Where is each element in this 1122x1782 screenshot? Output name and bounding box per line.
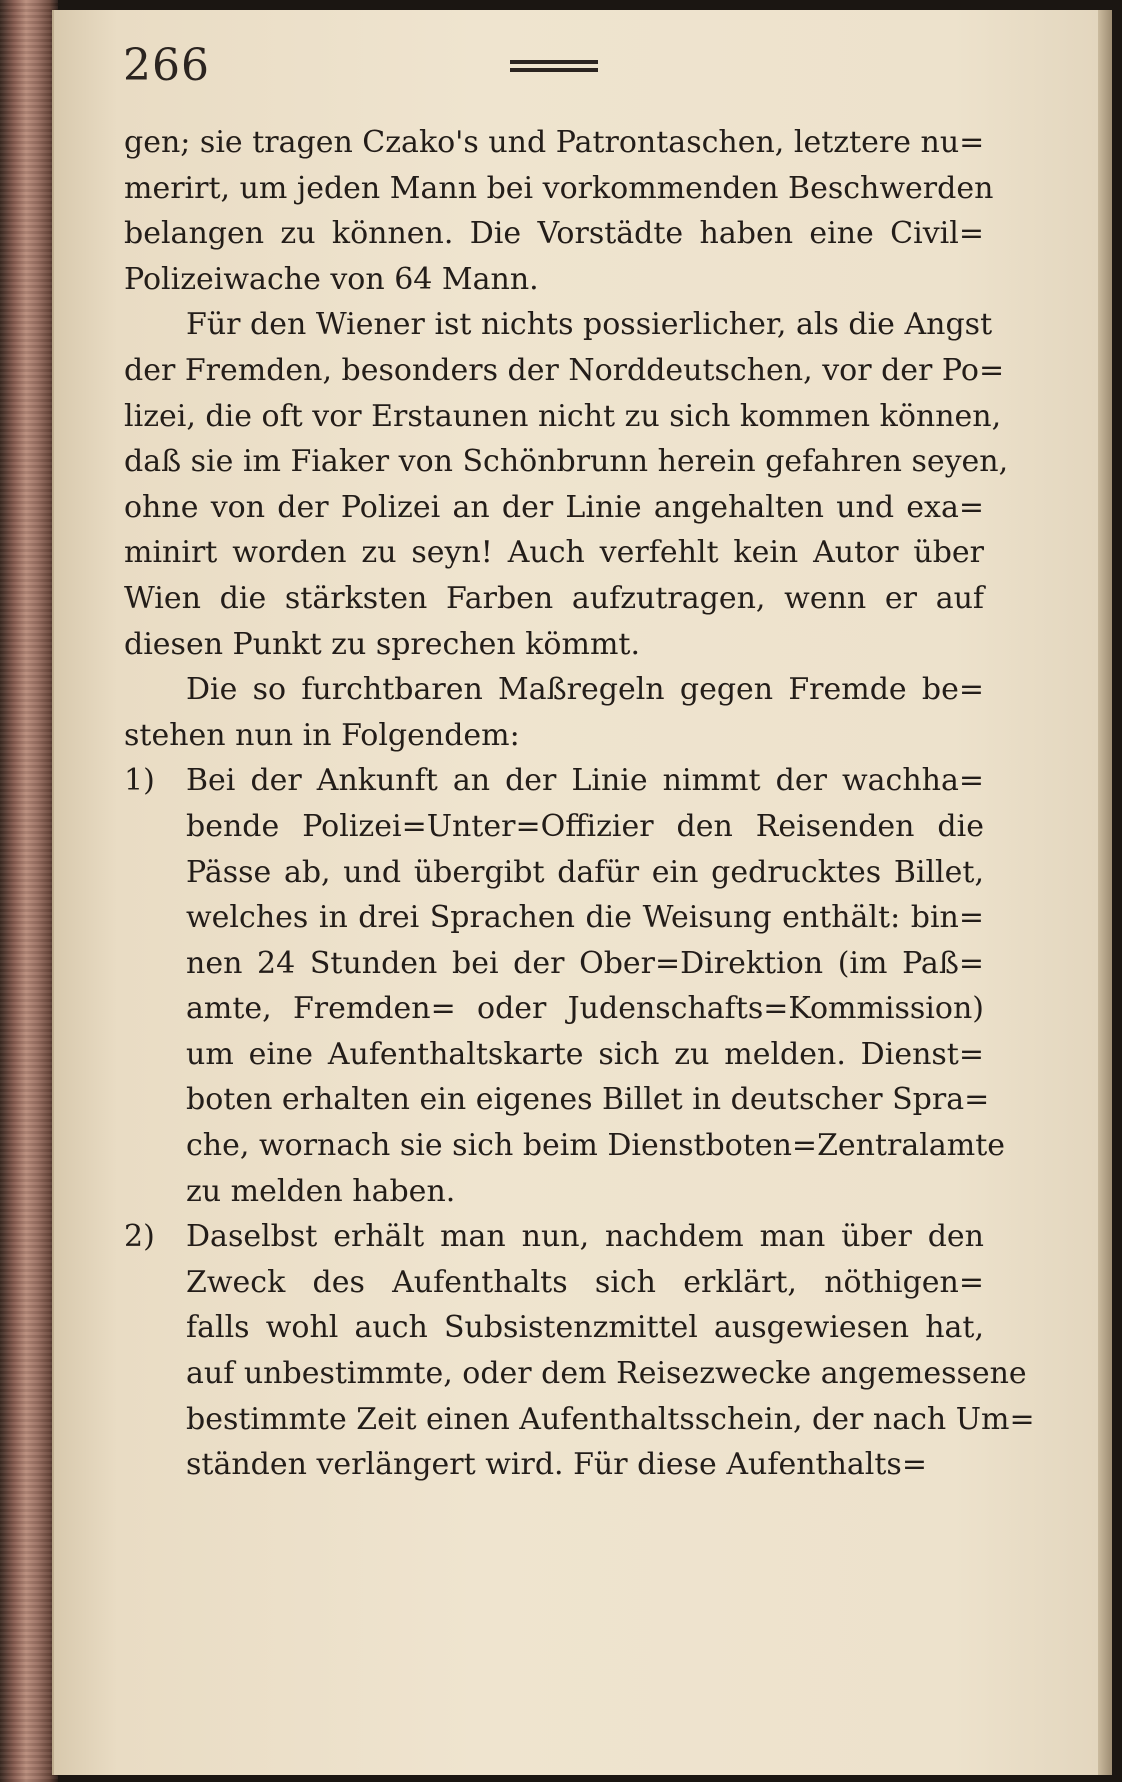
text-line: nen 24 Stunden bei der Ober=Direktion (im Paß= [186, 945, 984, 981]
text-line: ohne von der Polizei an der Linie angehalten und exa= [124, 489, 984, 525]
paragraph [124, 667, 984, 758]
numbered-items [124, 758, 1035, 1488]
text-line: boten erhalten ein eigenes Billet in deutscher Spra= [186, 1082, 990, 1118]
list-item [124, 1214, 1035, 1488]
text-line: lizei, die oft vor Erstaunen nicht zu sich kommen können, [124, 398, 1002, 434]
item-marker: 2) [124, 1219, 155, 1255]
item-marker: 1) [124, 763, 155, 799]
text-line: belangen zu können. Die Vorstädte haben eine Civil= [124, 216, 984, 252]
header-rule [510, 60, 598, 72]
text-line: stehen nun in Folgendem: [124, 717, 520, 753]
page-edge [1098, 10, 1112, 1775]
text-line: um eine Aufenthaltskarte sich zu melden. Dienst= [186, 1036, 984, 1072]
text-line: welches in drei Sprachen die Weisung enthält: bin= [186, 900, 984, 936]
text-line: Zweck des Aufenthalts sich erklärt, nöthigen= [186, 1264, 984, 1300]
text-line: auf unbestimmte, oder dem Reisezwecke angemessene [186, 1356, 1027, 1392]
text-line: zu melden haben. [186, 1173, 456, 1209]
text-line: Bei der Ankunft an der Linie nimmt der wachha= [186, 763, 984, 799]
text-line: daß sie im Fiaker von Schönbrunn herein gefahren seyen, [124, 444, 1009, 480]
text-line: falls wohl auch Subsistenzmittel ausgewiesen hat, [186, 1310, 984, 1346]
text-line: Wien die stärksten Farben aufzutragen, wenn er auf [124, 580, 984, 616]
text-line: amte, Fremden= oder Judenschafts=Kommission) [186, 991, 984, 1027]
text-line: Die so furchtbaren Maßregeln gegen Fremde be= [186, 672, 984, 708]
list-item [124, 758, 1006, 1214]
text-line: Pässe ab, und übergibt dafür ein gedrucktes Billet, [186, 854, 984, 890]
text-line: der Fremden, besonders der Norddeutschen, vor der Po= [124, 352, 1005, 388]
paragraph [124, 302, 1009, 667]
text-line: merirt, um jeden Mann bei vorkommenden Beschwerden [124, 170, 994, 206]
text-line: che, wornach sie sich beim Dienstboten=Zentralamte [186, 1128, 1006, 1164]
paragraphs [124, 120, 1009, 758]
text-line: minirt worden zu seyn! Auch verfehlt kein Autor über [124, 535, 984, 571]
text-line: gen; sie tragen Czako's und Patrontaschen, letztere nu= [124, 125, 985, 160]
text-line: diesen Punkt zu sprechen kömmt. [124, 626, 640, 662]
text-line: ständen verlängert wird. Für diese Aufenthalts= [186, 1447, 927, 1483]
text-line: Polizeiwache von 64 Mann. [124, 261, 539, 297]
book-spine [0, 0, 58, 1782]
page-number: 266 [123, 40, 210, 91]
paragraph [124, 120, 994, 302]
page-text [124, 120, 1035, 1488]
text-line: bende Polizei=Unter=Offizier den Reisenden die [186, 808, 984, 844]
text-line: Daselbst erhält man nun, nachdem man über den [186, 1219, 984, 1255]
text-line: Für den Wiener ist nichts possierlicher, als die Angst [186, 307, 993, 343]
text-line: bestimmte Zeit einen Aufenthaltsschein, der nach Um= [186, 1401, 1035, 1437]
